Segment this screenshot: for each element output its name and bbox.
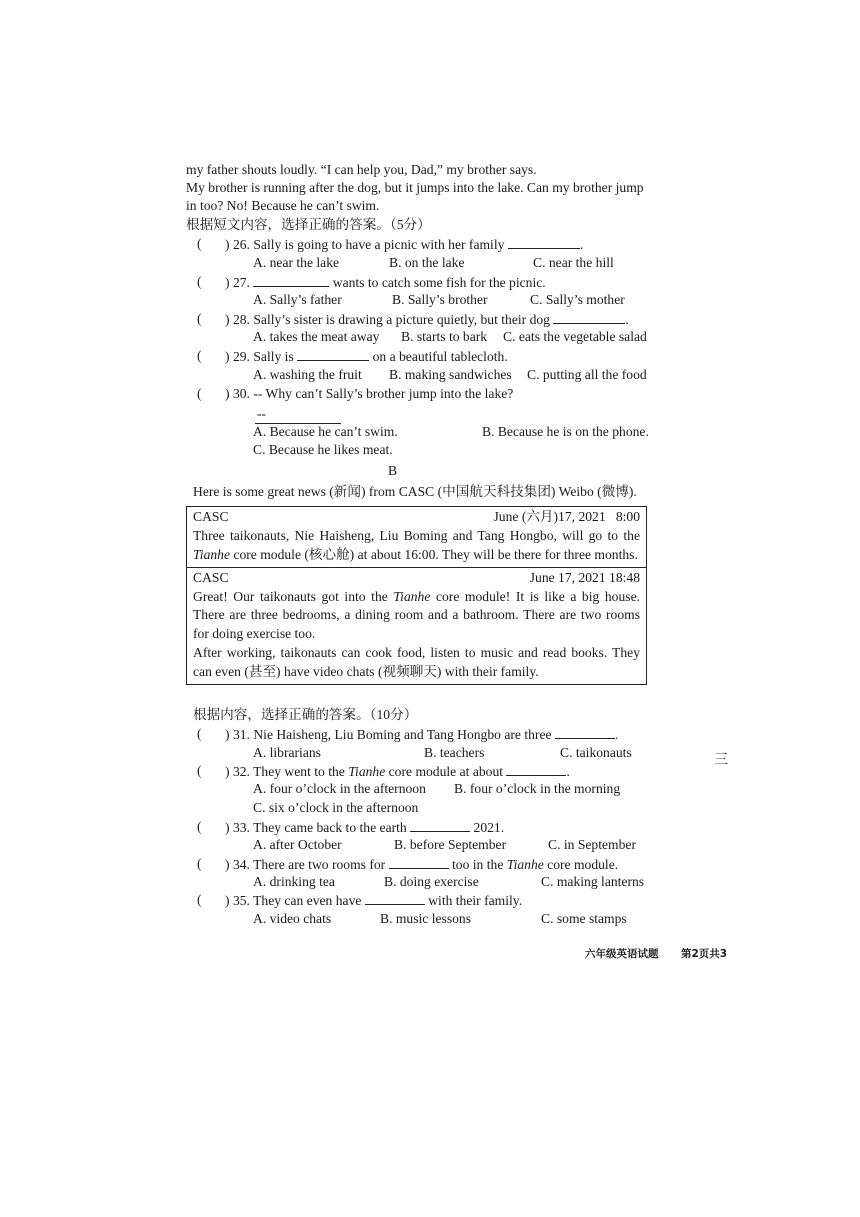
answer-paren[interactable]: ( [197, 348, 202, 363]
section-b-intro: Here is some great news (新闻) from CASC (中国航天科技集团) Weibo (微博). [193, 484, 637, 499]
answer-blank[interactable] [555, 725, 615, 739]
option-b[interactable]: B. making sandwiches [389, 367, 512, 382]
option-a[interactable]: A. after October [253, 837, 342, 852]
option-b[interactable]: B. four o’clock in the morning [454, 781, 621, 796]
answer-paren[interactable]: ( [197, 274, 202, 289]
question-28: ( ) 28. Sally’s sister is drawing a picture quietly, but their dog . [197, 311, 629, 327]
passage-line-2: My brother is running after the dog, but it jumps into the lake. Can my brother jump [186, 180, 644, 195]
answer-paren[interactable]: ( [197, 892, 202, 907]
option-b[interactable]: B. Because he is on the phone. [482, 424, 649, 439]
answer-line-30: -- [257, 404, 341, 424]
post-body-2: After working, taikonauts can cook food, listen to music and read books. They can even (甚至) have video chats (视频聊天) with their family. [193, 644, 640, 679]
news-post-2 [187, 567, 646, 684]
question-32: ( ) 32. They went to the Tianhe core module at about . [197, 763, 570, 779]
option-a[interactable]: A. Because he can’t swim. [253, 424, 398, 439]
question-34: ( ) 34. There are two rooms for too in the Tianhe core module. [197, 856, 619, 872]
option-a[interactable]: A. librarians [253, 745, 321, 760]
option-b[interactable]: B. doing exercise [384, 874, 479, 889]
answer-paren[interactable]: ( [197, 856, 202, 871]
post-body: Great! Our taikonauts got into the Tianhe core module! It is like a big house. There are three bedrooms, a dining room and a bathroom. There are two rooms for doing exercise too. [193, 588, 640, 642]
answer-paren[interactable]: ( [197, 311, 202, 326]
answer-blank[interactable] [255, 410, 341, 424]
question-number: 33. [232, 820, 250, 835]
footer-page-number: 第2页共3 [681, 948, 728, 960]
option-b[interactable]: B. before September [394, 837, 507, 852]
option-a[interactable]: A. four o’clock in the afternoon [253, 781, 426, 796]
question-number: 28. [232, 312, 250, 327]
answer-paren[interactable]: ( [197, 763, 202, 778]
option-c[interactable]: C. Because he likes meat. [253, 442, 393, 457]
question-number: 30. [232, 386, 250, 401]
option-a[interactable]: A. drinking tea [253, 874, 335, 889]
answer-paren[interactable]: ( [197, 236, 202, 251]
section-a-instruction: 根据短文内容，选择正确的答案。（5分） [186, 217, 431, 232]
answer-blank[interactable] [508, 235, 580, 249]
option-a[interactable]: A. washing the fruit [253, 367, 362, 382]
post-time: June 17, 2021 18:48 [529, 569, 640, 585]
answer-blank[interactable] [506, 762, 566, 776]
news-box [186, 506, 647, 685]
answer-blank[interactable] [410, 818, 470, 832]
option-b[interactable]: B. starts to bark [401, 329, 488, 344]
question-26: ( ) 26. Sally is going to have a picnic with her family . [197, 236, 584, 252]
option-b[interactable]: B. teachers [424, 745, 485, 760]
option-c[interactable]: C. in September [548, 837, 636, 852]
answer-blank[interactable] [389, 855, 449, 869]
footer-subject: 六年级英语试题 [585, 948, 659, 960]
option-a[interactable]: A. takes the meat away [253, 329, 380, 344]
passage-line-1: my father shouts loudly. “I can help you, Dad,” my brother says. [186, 162, 537, 177]
option-b[interactable]: B. on the lake [389, 255, 465, 270]
post-header [193, 508, 640, 527]
option-c[interactable]: C. taikonauts [560, 745, 632, 760]
option-c[interactable]: C. eats the vegetable salad [503, 329, 647, 344]
option-c[interactable]: C. putting all the food [527, 367, 647, 382]
option-c[interactable]: C. near the hill [533, 255, 614, 270]
question-30: ( ) 30. -- Why can’t Sally’s brother jump into the lake? [197, 385, 667, 404]
question-29: ( ) 29. Sally is on a beautiful tablecloth. [197, 348, 508, 364]
answer-blank[interactable] [365, 891, 425, 905]
question-number: 35. [232, 893, 250, 908]
margin-mark: 三 [714, 753, 728, 768]
answer-paren[interactable]: ( [197, 819, 202, 834]
option-c[interactable]: C. making lanterns [541, 874, 645, 889]
question-number: 34. [232, 857, 250, 872]
post-time: June (六月)17, 2021 8:00 [493, 509, 640, 524]
answer-blank[interactable] [253, 273, 329, 287]
option-c[interactable]: C. some stamps [541, 911, 627, 926]
option-b[interactable]: B. music lessons [380, 911, 472, 926]
option-a[interactable]: A. Sally’s father [253, 292, 342, 307]
post-source: CASC [193, 569, 229, 585]
answer-paren[interactable]: ( [197, 726, 202, 741]
post-source: CASC [193, 509, 229, 524]
question-number: 32. [232, 764, 250, 779]
post-header [193, 569, 640, 588]
question-35: ( ) 35. They can even have with their family. [197, 892, 523, 908]
section-b-instruction: 根据内容，选择正确的答案。（10分） [193, 707, 418, 722]
question-27: ( ) 27. wants to catch some fish for the picnic. [197, 274, 546, 290]
answer-paren[interactable]: ( [197, 386, 202, 401]
question-number: 26. [232, 237, 250, 252]
option-c[interactable]: C. Sally’s mother [530, 292, 625, 307]
passage-line-3: in too? No! Because he can’t swim. [186, 198, 380, 213]
answer-blank[interactable] [553, 310, 625, 324]
question-33: ( ) 33. They came back to the earth 2021. [197, 819, 505, 835]
section-b-label: B [388, 463, 398, 478]
option-b[interactable]: B. Sally’s brother [392, 292, 488, 307]
question-31: ( ) 31. Nie Haisheng, Liu Boming and Tang Hongbo are three . [197, 726, 619, 742]
question-number: 29. [232, 349, 250, 364]
answer-blank[interactable] [297, 347, 369, 361]
news-post-1 [187, 507, 646, 567]
question-number: 27. [232, 275, 250, 290]
option-a[interactable]: A. near the lake [253, 255, 340, 270]
option-c[interactable]: C. six o’clock in the afternoon [253, 800, 419, 815]
post-body: Three taikonauts, Nie Haisheng, Liu Boming and Tang Hongbo, will go to the Tianhe core module (核心舱) at about 16:00. They will be there for three months. [193, 528, 640, 562]
option-a[interactable]: A. video chats [253, 911, 332, 926]
question-number: 31. [232, 727, 250, 742]
